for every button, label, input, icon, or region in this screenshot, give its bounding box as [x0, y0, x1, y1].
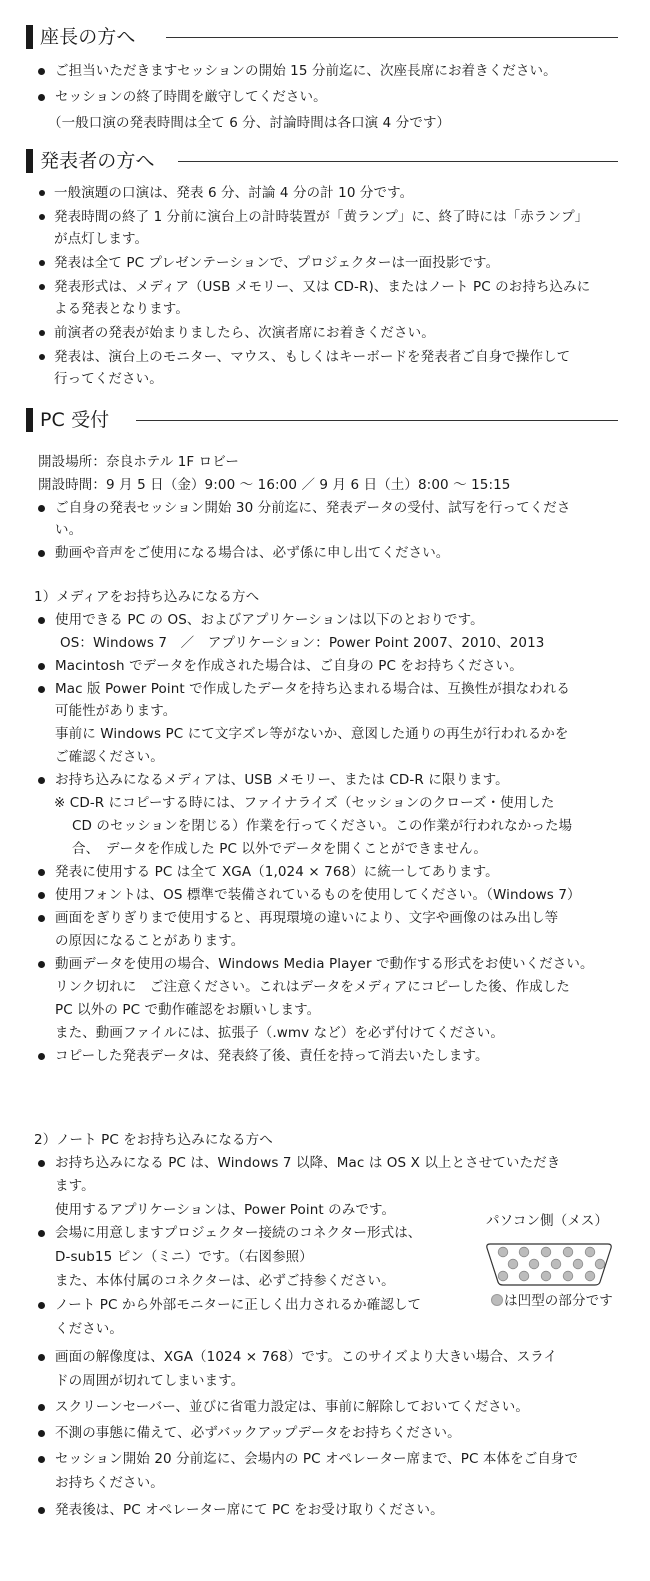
- bullet-dot: [39, 284, 45, 290]
- presenter-line: 発表は、演台上のモニター、マウス、もしくはキーボードを発表者ご自身で操作して: [54, 349, 571, 365]
- bullet-dot: [38, 777, 45, 784]
- pc-line: の原因になることがあります。: [55, 933, 245, 949]
- connector-figure-label: パソコン側（メス）: [486, 1213, 609, 1229]
- section-heading-presenter: [26, 146, 618, 176]
- heading-title: 座長の方へ: [40, 26, 136, 48]
- presenter-line: 発表時間の終了 1 分前に演台上の計時装置が「黄ランプ」に、終了時には「赤ランプ」: [54, 209, 589, 225]
- bullet-dot: [39, 260, 45, 266]
- pc-line: い。: [55, 522, 83, 538]
- bullet-dot: [38, 1430, 45, 1437]
- bullet-dot: [38, 1230, 45, 1237]
- chair-line: ご担当いただきますセッションの開始 15 分前迄に、次座長席にお着きください。: [55, 63, 557, 79]
- heading-title: PC 受付: [40, 409, 110, 431]
- bullet-dot: [38, 869, 45, 876]
- heading-rule: [136, 420, 618, 421]
- pin-legend-icon: [491, 1294, 503, 1306]
- pc-line: PC 以外の PC で動作確認をお願いします。: [55, 1002, 321, 1018]
- presenter-line: が点灯します。: [54, 231, 149, 247]
- bullet-dot: [38, 1302, 45, 1309]
- bullet-dot: [39, 214, 45, 220]
- bullet-dot: [38, 550, 45, 557]
- connector-caption-text: は凹型の部分です: [504, 1293, 613, 1309]
- pc-line: また、本体付属のコネクターは、必ずご持参ください。: [55, 1273, 395, 1289]
- presenter-line: 発表形式は、メディア（USB メモリー、又は CD-R)、またはノート PC のお持ち込みに: [54, 279, 591, 295]
- pc-line: 動画データを使用の場合、Windows Media Player で動作する形式をお使いください。: [55, 956, 594, 972]
- pc-line: コピーした発表データは、発表終了後、責任を持って消去いたします。: [55, 1048, 489, 1064]
- bullet-dot: [38, 1354, 45, 1361]
- pc-line: お持ちください。: [55, 1475, 164, 1491]
- pc-line: 使用するアプリケーションは、Power Point のみです。: [55, 1202, 396, 1218]
- bullet-dot: [39, 354, 45, 360]
- pc-line: 使用フォントは、OS 標準で装備されているものを使用してください。（Windows 7）: [55, 887, 581, 903]
- bullet-dot: [38, 1053, 45, 1060]
- bullet-dot: [38, 686, 45, 693]
- bullet-dot: [38, 663, 45, 670]
- pc-line: また、動画ファイルには、拡張子（.wmv など）を必ず付けてください。: [55, 1025, 504, 1041]
- pc-line: OS：Windows 7 ／ アプリケーション：Power Point 2007、2010、2013: [60, 635, 545, 651]
- pc-subheading-notebook: 2）ノート PC をお持ち込みになる方へ: [34, 1132, 273, 1148]
- heading-rule: [178, 161, 618, 162]
- presenter-line: 前演者の発表が始まりましたら、次演者席にお着きください。: [54, 325, 435, 341]
- pc-line: 発表後は、PC オペレーター席にて PC をお受け取りください。: [55, 1502, 444, 1518]
- pc-line: セッション開始 20 分前迄に、会場内の PC オペレーター席まで、PC 本体をご自身で: [55, 1451, 579, 1467]
- bullet-dot: [38, 892, 45, 899]
- pc-line: ます。: [55, 1178, 95, 1194]
- chair-line: セッションの終了時間を厳守してください。: [55, 89, 327, 105]
- pc-line: 使用できる PC の OS、およびアプリケーションは以下のとおりです。: [55, 612, 484, 628]
- pc-note: CD のセッションを閉じる）作業を行ってください。この作業が行われなかった場: [72, 818, 573, 834]
- pc-line: お持ち込みになる PC は、Windows 7 以降、Mac は OS X 以上とさせていただき: [55, 1155, 561, 1171]
- pc-line: 会場に用意しますプロジェクター接続のコネクター形式は、: [55, 1225, 422, 1241]
- pc-line: Macintosh でデータを作成された場合は、ご自身の PC をお持ちください。: [55, 658, 523, 674]
- pc-line: ご自身の発表セッション開始 30 分前迄に、発表データの受付、試写を行ってくださ: [55, 500, 571, 516]
- heading-bar: [26, 149, 33, 173]
- bullet-dot: [38, 505, 45, 512]
- section-heading-pc: [26, 405, 618, 435]
- pc-line: スクリーンセーバー、並びに省電力設定は、事前に解除しておいてください。: [55, 1399, 529, 1415]
- pc-line: D-sub15 ピン（ミニ）です。（右図参照）: [55, 1249, 313, 1265]
- pc-line: リンク切れに ご注意ください。これはデータをメディアにコピーした後、作成した: [55, 979, 570, 995]
- pc-line: 開設時間：9 月 5 日（金）9:00 ～ 16:00 ／ 9 月 6 日（土）8:00 ～ 15:15: [38, 477, 511, 493]
- section-heading-chair: [26, 22, 618, 52]
- bullet-dot: [38, 961, 45, 968]
- pc-line: 画面をぎりぎりまで使用すると、再現環境の違いにより、文字や画像のはみ出し等: [55, 910, 559, 926]
- pc-line: ノート PC から外部モニターに正しく出力されるか確認して: [55, 1297, 422, 1313]
- bullet-dot: [39, 190, 45, 196]
- bullet-dot: [38, 1160, 45, 1167]
- bullet-dot: [38, 1404, 45, 1411]
- bullet-dot: [38, 915, 45, 922]
- pc-line: 画面の解像度は、XGA（1024 × 768）です。このサイズより大きい場合、スライ: [55, 1349, 558, 1365]
- pc-line: 可能性があります。: [55, 703, 177, 719]
- pc-line: ご確認ください。: [55, 749, 164, 765]
- pc-note: 合、 データを作成した PC 以外でデータを開くことができません。: [72, 841, 488, 857]
- heading-bar: [26, 25, 33, 49]
- presenter-line: 発表は全て PC プレゼンテーションで、プロジェクターは一面投影です。: [54, 255, 500, 271]
- pc-line: 事前に Windows PC にて文字ズレ等がないか、意図した通りの再生が行われるかを: [55, 726, 569, 742]
- pc-line: Mac 版 Power Point で作成したデータを持ち込まれる場合は、互換性が損なわれる: [55, 681, 570, 697]
- chair-line: （一般口演の発表時間は全て 6 分、討論時間は各口演 4 分です）: [48, 115, 451, 131]
- heading-rule: [166, 37, 618, 38]
- pc-line: ください。: [55, 1321, 123, 1337]
- heading-bar: [26, 408, 33, 432]
- bullet-dot: [38, 1456, 45, 1463]
- bullet-dot: [38, 1507, 45, 1514]
- pc-line: ドの周囲が切れてしまいます。: [55, 1373, 245, 1389]
- presenter-line: 一般演題の口演は、発表 6 分、討論 4 分の計 10 分です。: [54, 185, 414, 201]
- presenter-line: よる発表となります。: [54, 301, 189, 317]
- pc-line: 不測の事態に備えて、必ずバックアップデータをお持ちください。: [55, 1425, 461, 1441]
- connector-figure-caption: [491, 1290, 613, 1312]
- pc-line: お持ち込みになるメディアは、USB メモリー、または CD-R に限ります。: [55, 772, 509, 788]
- presenter-line: 行ってください。: [54, 371, 163, 387]
- bullet-dot: [38, 68, 45, 75]
- pc-line: 動画や音声をご使用になる場合は、必ず係に申し出てください。: [55, 545, 450, 561]
- pc-note: ※ CD-R にコピーする時には、ファイナライズ（セッションのクローズ・使用した: [54, 795, 555, 811]
- pc-line: 開設場所：奈良ホテル 1F ロビー: [38, 454, 239, 470]
- bullet-dot: [38, 94, 45, 101]
- bullet-dot: [38, 617, 45, 624]
- dsub15-connector-icon: [484, 1238, 614, 1290]
- heading-title: 発表者の方へ: [40, 150, 155, 172]
- bullet-dot: [39, 330, 45, 336]
- pc-line: 発表に使用する PC は全て XGA（1,024 × 768）に統一してあります。: [55, 864, 499, 880]
- pc-subheading-media: 1）メディアをお持ち込みになる方へ: [34, 589, 260, 605]
